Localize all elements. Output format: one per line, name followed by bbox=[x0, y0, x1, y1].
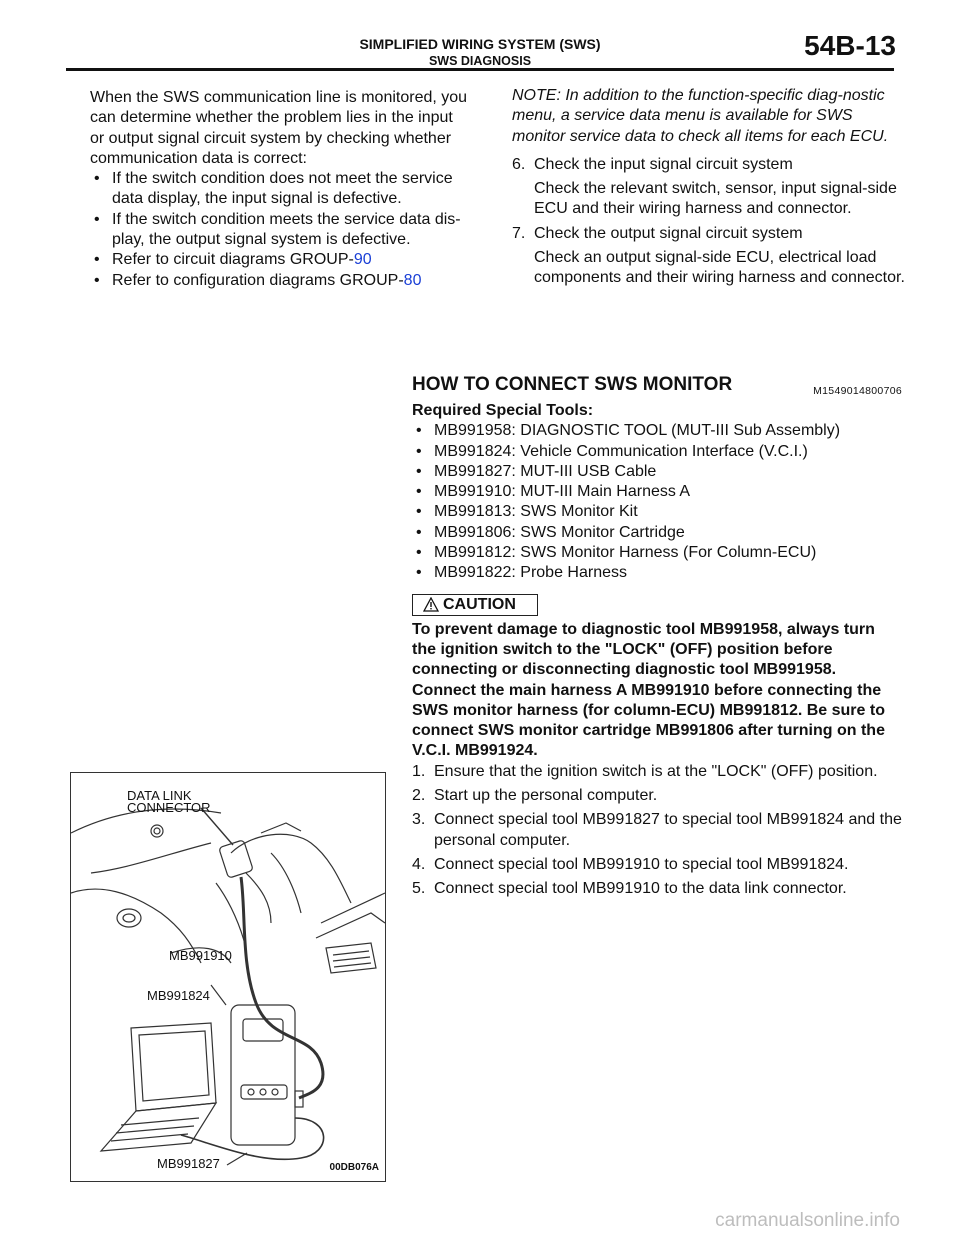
label-data-link-connector-1: DATA LINK bbox=[127, 788, 192, 803]
right-column bbox=[512, 86, 907, 293]
tool-item: • MB991822: Probe Harness bbox=[412, 563, 902, 583]
step-text: Connect special tool MB991910 to special tool MB991824. bbox=[434, 855, 849, 873]
connect-step-2 bbox=[412, 786, 902, 806]
step-6-body: Check the relevant switch, sensor, input signal-side ECU and their wiring harness and connector. bbox=[534, 180, 897, 218]
illustration-drawing bbox=[71, 773, 385, 1181]
group-80-link[interactable]: 80 bbox=[403, 271, 422, 289]
tool-item: • MB991827: MUT-III USB Cable bbox=[412, 462, 902, 482]
step-6-title: Check the input signal circuit system bbox=[534, 155, 793, 173]
step-text: Start up the personal computer. bbox=[434, 787, 658, 805]
bullet-input-defective: • If the switch condition does not meet the service data display, the input signal is defective. bbox=[90, 169, 470, 210]
header-rule bbox=[66, 68, 894, 71]
label-data-link-connector-2: CONNECTOR bbox=[127, 800, 211, 815]
connect-step-5 bbox=[412, 879, 902, 899]
caution-text: To prevent damage to diagnostic tool MB991958, always turn the ignition switch to the "LOCK" (OFF) position before connecting or disconnecting diagnostic tool MB991958. Connect the main harness A MB991910 before connecting the SWS monitor harness (for column-ECU) MB991812. Be sure to connect SWS monitor cartridge MB991806 after turning on the V.C.I. MB991924. bbox=[412, 620, 885, 760]
figure-code: 00DB076A bbox=[329, 1162, 379, 1173]
step-number: 5. bbox=[412, 880, 426, 898]
connect-section bbox=[412, 372, 902, 904]
tool-item: • MB991910: MUT-III Main Harness A bbox=[412, 482, 902, 502]
section-title: SIMPLIFIED WIRING SYSTEM (SWS) bbox=[359, 36, 601, 52]
group-90-link[interactable]: 90 bbox=[353, 251, 372, 269]
connection-illustration bbox=[70, 772, 386, 1182]
step-text: Connect special tool MB991827 to special tool MB991824 and the personal computer. bbox=[434, 811, 902, 849]
connect-step-1 bbox=[412, 762, 902, 782]
label-mb991827: MB991827 bbox=[157, 1156, 220, 1171]
bullet-config-diagrams bbox=[90, 271, 470, 291]
page-code: 54B-13 bbox=[804, 30, 896, 61]
intro-paragraph: When the SWS communication line is monitored, you can determine whether the problem lies in the input or output signal circuit system by checking whether communication data is correct: bbox=[90, 89, 468, 167]
bullet-circuit-diagrams bbox=[90, 250, 470, 270]
step-number: 2. bbox=[412, 787, 426, 805]
step-number: 3. bbox=[412, 811, 426, 829]
step-6-number: 6. bbox=[512, 155, 526, 173]
tool-item: • MB991958: DIAGNOSTIC TOOL (MUT-III Sub Assembly) bbox=[412, 421, 902, 441]
bullet-config-text: Refer to configuration diagrams GROUP- bbox=[112, 271, 404, 289]
step-7 bbox=[512, 224, 907, 289]
label-mb991824: MB991824 bbox=[147, 988, 210, 1003]
connect-heading-text: HOW TO CONNECT SWS MONITOR bbox=[412, 374, 733, 395]
tool-item: • MB991813: SWS Monitor Kit bbox=[412, 502, 902, 522]
required-tools-label: Required Special Tools: bbox=[412, 402, 594, 419]
caution-box bbox=[412, 594, 538, 616]
step-text: Ensure that the ignition switch is at the "LOCK" (OFF) position. bbox=[434, 762, 878, 780]
tool-item: • MB991824: Vehicle Communication Interface (V.C.I.) bbox=[412, 442, 902, 462]
step-number: 4. bbox=[412, 855, 426, 873]
connect-step-3 bbox=[412, 810, 902, 851]
label-mb991910: MB991910 bbox=[169, 948, 232, 963]
step-7-title: Check the output signal circuit system bbox=[534, 224, 803, 242]
connect-heading bbox=[412, 372, 902, 398]
watermark: carmanualsonline.info bbox=[715, 1210, 900, 1231]
step-7-number: 7. bbox=[512, 224, 526, 242]
left-column bbox=[90, 88, 470, 291]
connect-steps bbox=[412, 762, 902, 900]
step-number: 1. bbox=[412, 762, 426, 780]
step-7-body: Check an output signal-side ECU, electrical load components and their wiring harness and connector. bbox=[534, 249, 905, 287]
tool-list bbox=[412, 421, 902, 583]
note-paragraph: NOTE: In addition to the function-specific diag-nostic menu, a service data menu is available for SWS monitor service data to check all items for each ECU. bbox=[512, 87, 889, 145]
connect-step-4 bbox=[412, 855, 902, 875]
bullet-circuit-text: Refer to circuit diagrams GROUP- bbox=[112, 251, 354, 269]
caution-label: CAUTION bbox=[443, 595, 516, 613]
step-6 bbox=[512, 155, 907, 220]
check-steps bbox=[512, 155, 907, 289]
tool-item: • MB991806: SWS Monitor Cartridge bbox=[412, 523, 902, 543]
section-subtitle: SWS DIAGNOSIS bbox=[428, 54, 532, 68]
step-text: Connect special tool MB991910 to the data link connector. bbox=[434, 880, 847, 898]
warning-triangle-icon bbox=[423, 597, 439, 612]
bullet-output-defective: • If the switch condition meets the service data dis-play, the output signal system is defective. bbox=[90, 210, 470, 251]
tool-item: • MB991812: SWS Monitor Harness (For Column-ECU) bbox=[412, 543, 902, 563]
intro-bullets bbox=[90, 169, 470, 291]
manual-code: M1549014800706 bbox=[813, 385, 902, 397]
